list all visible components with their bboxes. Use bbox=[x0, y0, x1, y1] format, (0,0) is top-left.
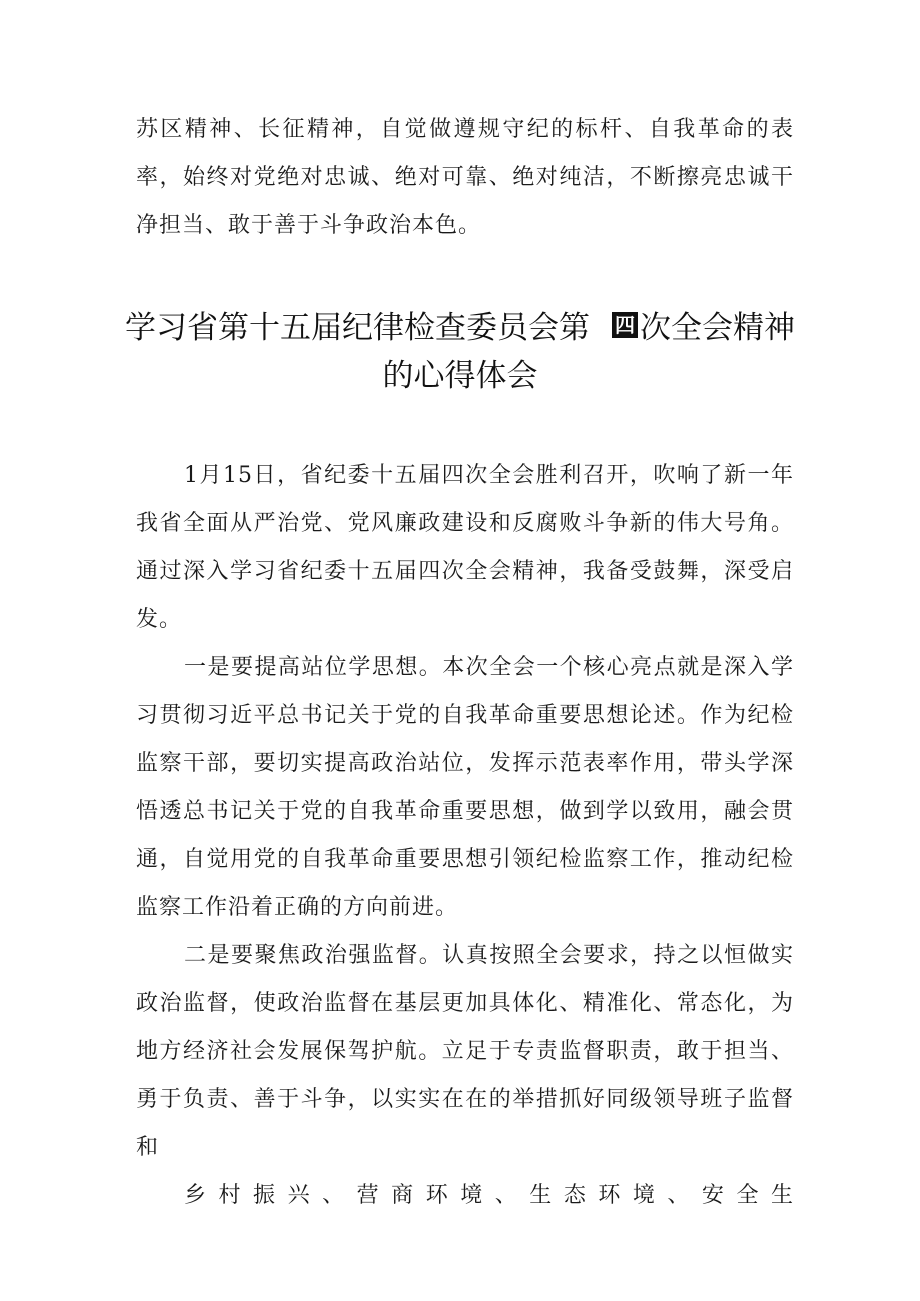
body-paragraph-3 bbox=[136, 932, 794, 1220]
trailing-line: 乡村振兴、营商环境、生态环境、安全生 bbox=[184, 1183, 794, 1208]
body-paragraph-3-text: 二是要聚焦政治强监督。认真按照全会要求，持之以恒做实政治监督，使政治监督在基层更加具体化、精准化、常态化，为地方经济社会发展保驾护航。立足于专责监督职责，敢于担当、勇于负责、善于斗争，以实实在在的举措抓好同级领导班子监督和 bbox=[136, 943, 794, 1160]
intro-paragraph: 苏区精神、长征精神，自觉做遵规守纪的标杆、自我革命的表率，始终对党绝对忠诚、绝对可靠、绝对纯洁，不断擦亮忠诚干净担当、敢于善于斗争政治本色。 bbox=[136, 117, 794, 238]
title-part-1: 学习省第十五届纪律检查委员会第 bbox=[125, 310, 590, 346]
title-part-2: 次全会精神的心得体会 bbox=[382, 310, 795, 394]
body-paragraph-2: 一是要提高站位学思想。本次全会一个核心亮点就是深入学习贯彻习近平总书记关于党的自我革命重要思想论述。作为纪检监察干部，要切实提高政治站位，发挥示范表率作用，带头学深悟透总书记关于党的自我革命重要思想，做到学以致用，融会贯通，自觉用党的自我革命重要思想引领纪检监察工作，推动纪检监察工作沿着正确的方向前进。 bbox=[136, 655, 794, 920]
document-title bbox=[120, 304, 800, 400]
body-paragraph-1: 1月15日，省纪委十五届四次全会胜利召开，吹响了新一年我省全面从严治党、党风廉政建设和反腐败斗争新的伟大号角。通过深入学习省纪委十五届四次全会精神，我备受鼓舞，深受启发。 bbox=[136, 463, 794, 632]
title-number-box: 四 bbox=[612, 312, 638, 338]
